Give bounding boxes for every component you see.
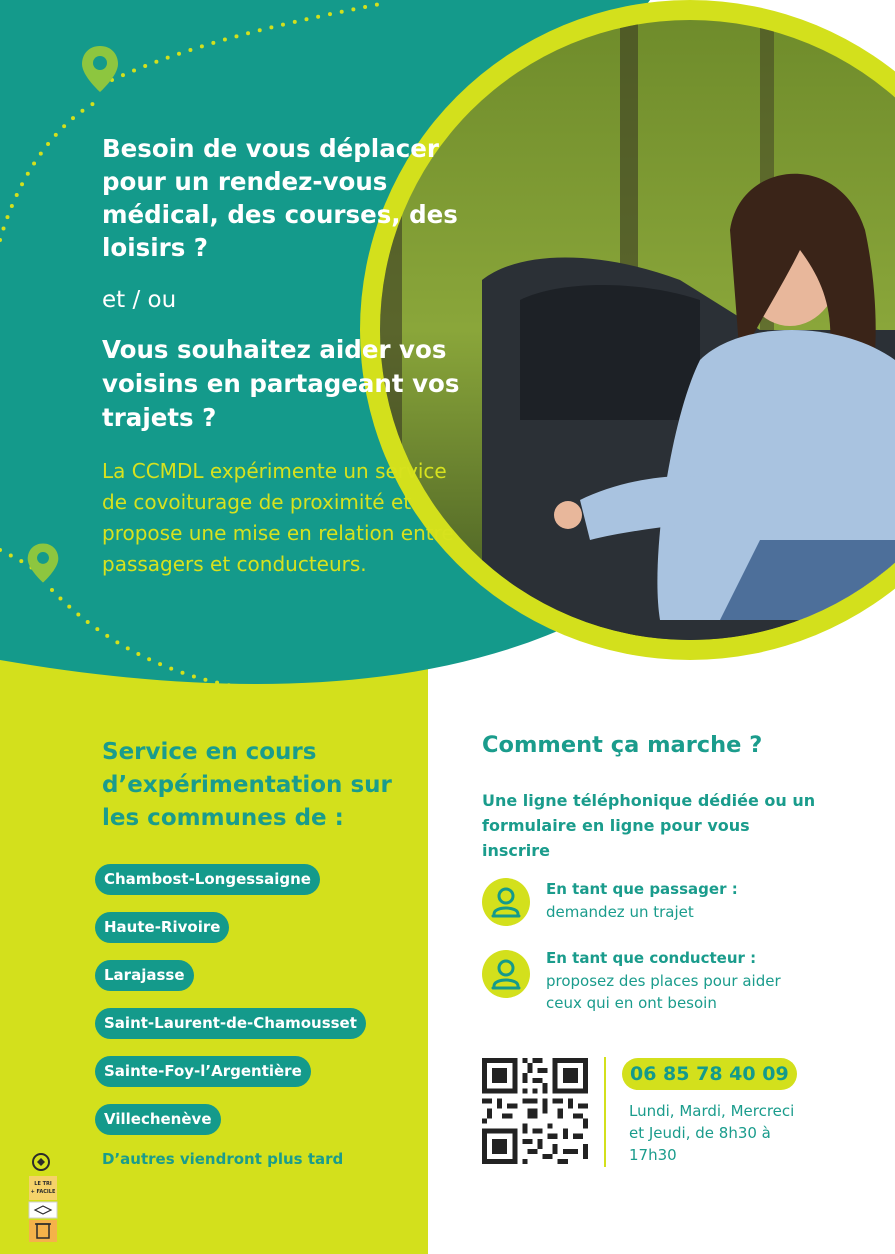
commune-badge: Haute-Rivoire	[95, 912, 229, 943]
question-travel: Besoin de vous déplacer pour un rendez-vous médical, des courses, des loisirs ?	[102, 134, 458, 262]
location-pin-icon	[80, 44, 120, 94]
how-it-works-description: Une ligne téléphonique dédiée ou un formulaire en ligne pour vous inscrire	[482, 791, 816, 860]
svg-text:+ FACILE: + FACILE	[30, 1189, 56, 1195]
recycling-logo	[27, 1152, 59, 1244]
commune-badge: Chambost-Longessaigne	[95, 864, 320, 895]
location-pin-icon	[26, 540, 60, 586]
commune-badge: Larajasse	[95, 960, 194, 991]
commune-badge: Villechenève	[95, 1104, 221, 1135]
phone-number[interactable]: 06 85 78 40 09	[622, 1058, 797, 1090]
qr-code[interactable]	[482, 1058, 588, 1164]
user-icon	[482, 950, 530, 998]
how-it-works-title: Comment ça marche ?	[482, 732, 763, 758]
commune-badge: Saint-Laurent-de-Chamousset	[95, 1008, 366, 1039]
driver-role-title: En tant que conducteur :	[546, 949, 757, 967]
service-title: Service en cours d’expérimentation sur les communes de :	[102, 739, 392, 831]
opening-hours: Lundi, Mardi, Mercreci et Jeudi, de 8h30 à 17h30	[629, 1102, 795, 1164]
connector-text: et / ou	[102, 287, 177, 313]
contact-divider	[604, 1057, 606, 1167]
driver-role-text: proposez des places pour aider ceux qui en ont besoin	[546, 972, 781, 1012]
user-icon	[482, 878, 530, 926]
commune-badge: Sainte-Foy-l’Argentière	[95, 1056, 311, 1087]
passenger-role-title: En tant que passager :	[546, 880, 738, 898]
more-communes-note: D’autres viendront plus tard	[102, 1150, 344, 1168]
svg-text:LE TRI: LE TRI	[34, 1181, 52, 1187]
passenger-role-text: demandez un trajet	[546, 903, 694, 921]
question-help-neighbors: Vous souhaitez aider vos voisins en partageant vos trajets ?	[102, 335, 460, 432]
intro-text: La CCMDL expérimente un service de covoiturage de proximité et propose une mise en relation entre passagers et conducteurs.	[102, 459, 454, 576]
